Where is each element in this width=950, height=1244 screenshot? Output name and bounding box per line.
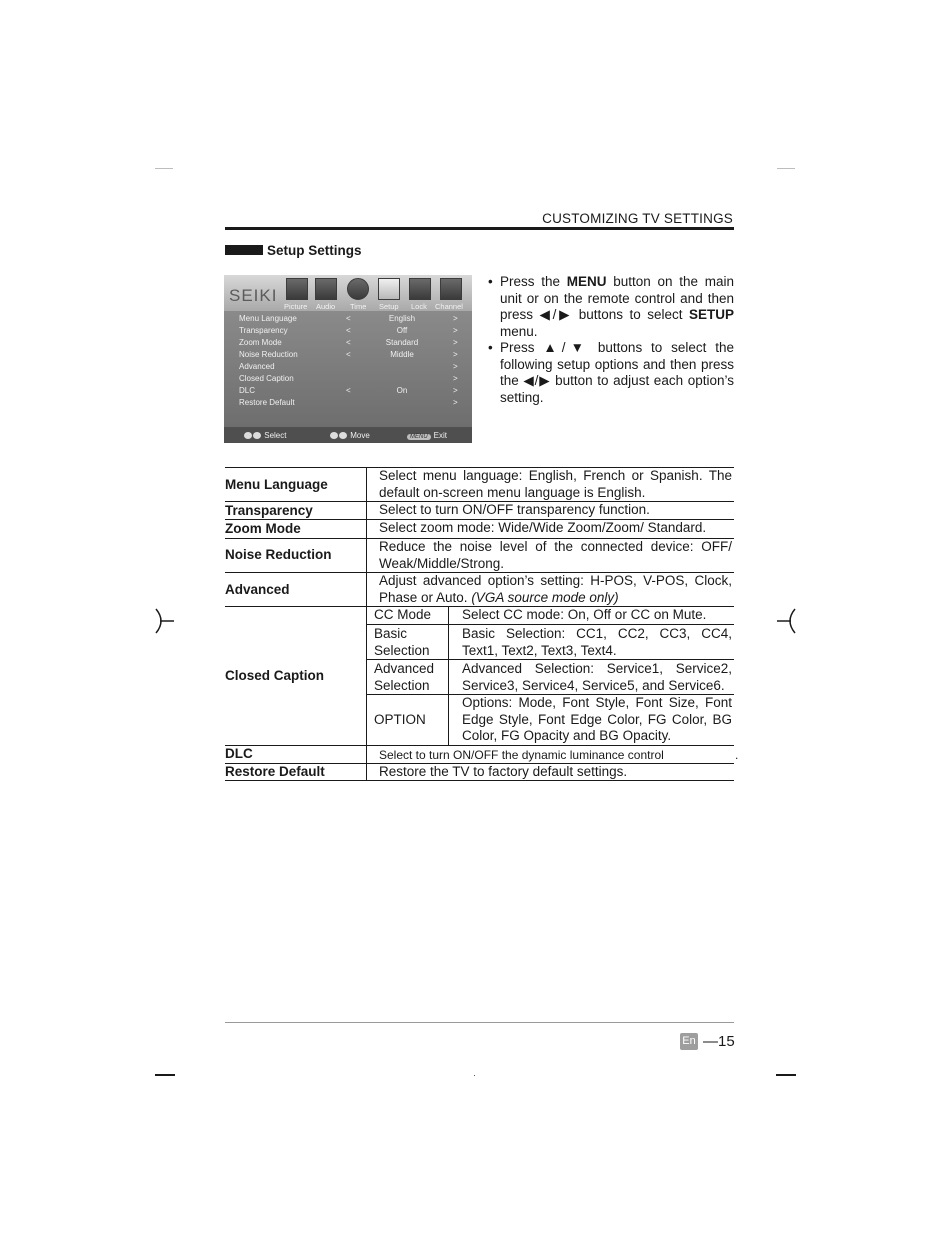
advanced-desc-text: Adjust advanced option’s setting: H-POS, V-POS, Clock, Phase or Auto. [379,573,732,605]
menu-key-icon: MENU [407,434,431,440]
tv-menu-row [224,361,472,373]
right-arrow-icon: > [453,314,458,323]
tv-menu-row [224,373,472,385]
tv-footer-move [330,431,370,440]
tv-row-value: Middle [390,350,414,359]
instruction-bullets [486,274,734,406]
bullet-text: Press the [500,274,567,289]
row-label-transparency: Transparency [225,503,313,518]
left-right-arrows-icon: ◀/▶ [523,373,551,388]
row-desc-transparency: Select to turn ON/OFF transparency function. [379,502,650,517]
crop-mark-bottom-left [155,1074,175,1076]
channel-icon [440,278,462,300]
tv-row-label: DLC [239,386,256,395]
table-subcolumn-divider [448,606,449,745]
row-desc-restore-default: Restore the TV to factory default settings. [379,764,628,779]
tv-menu-row [224,349,472,361]
row-desc-zoom-mode: Select zoom mode: Wide/Wide Zoom/Zoom/ Standard. [379,520,707,535]
up-down-button-icon [253,432,261,439]
bullet-dot: • [488,274,493,289]
language-badge: En [680,1033,698,1050]
tv-row-label: Closed Caption [239,374,294,383]
right-arrow-icon: > [453,398,458,407]
menu-keyword: MENU [566,274,607,289]
tv-footer-move-label: Move [350,431,370,440]
subdesc-cc-mode: Select CC mode: On, Off or CC on Mute. [462,607,707,622]
left-arrow-icon: < [346,350,351,359]
tv-row-label: Menu Language [239,314,297,323]
sublabel-basic-selection: Basic Selection [374,626,430,658]
tv-row-value: Off [396,326,408,335]
row-label-restore-default: Restore Default [225,764,325,779]
bullet-text: buttons to select the following setup options and then press the [500,340,734,388]
row-label-advanced: Advanced [225,582,290,597]
tv-menu-row [224,325,472,337]
sublabel-cc-mode: CC Mode [374,607,432,622]
audio-icon [315,278,337,300]
tv-row-label: Transparency [239,326,288,335]
table-column-divider [366,467,367,781]
registration-mark-right [775,607,799,635]
left-arrow-icon: < [346,314,351,323]
left-arrow-icon: < [346,338,351,347]
tab-audio: Audio [316,302,336,311]
header-rule [225,227,734,230]
footer-rule [225,1022,734,1023]
bullet-dot: • [488,340,493,355]
lock-icon [409,278,431,300]
tv-row-label: Advanced [239,362,275,371]
left-right-button-icon [339,432,347,439]
up-down-arrows-icon: ▲/▼ [543,340,590,355]
tv-menu-footer [224,427,472,443]
subdesc-basic-selection: Basic Selection: CC1, CC2, CC3, CC4, Text1, Text2, Text3, Text4. [462,626,732,658]
setup-keyword: SETUP [689,307,735,322]
bullet-text: menu. [500,323,538,339]
left-right-button-icon [330,432,338,439]
table-rule [366,659,734,660]
row-desc-menu-language: Select menu language: English, French or Spanish. The default on-screen menu language is English. [379,468,732,500]
tv-row-value: English [388,314,416,323]
crop-mark-bottom-right [776,1074,796,1076]
section-title: Setup Settings [267,243,362,258]
right-arrow-icon: > [453,326,458,335]
subdesc-option: Options: Mode, Font Style, Font Size, Font Edge Style, Font Edge Color, FG Color, BG Color, FG Opacity and BG Opacity. [462,695,732,743]
instruction-bullet-1 [486,274,734,340]
crop-mark-top-left [155,168,173,169]
table-rule [366,624,734,625]
section-bar [225,245,263,255]
row-label-dlc: DLC [225,746,253,761]
row-desc-dlc: Select to turn ON/OFF the dynamic luminance control [379,748,664,762]
row-desc-noise-reduction: Reduce the noise level of the connected device: OFF/ Weak/Middle/Strong. [379,539,732,571]
row-label-closed-caption: Closed Caption [225,668,325,683]
tv-row-value: On [396,386,408,395]
advanced-vga-note: (VGA source mode only) [471,589,619,605]
bullet-text: button to adjust each option’s setting. [500,373,734,405]
tv-menu-row [224,397,472,409]
seiki-logo: SEIKI [229,286,278,305]
bullet-text: buttons to select [572,307,689,322]
page-number: —15 [703,1033,735,1050]
setup-icon [378,278,400,300]
tv-row-label: Restore Default [239,398,295,407]
up-down-button-icon [244,432,252,439]
table-rule [225,745,734,746]
row-desc-advanced [379,573,732,606]
tv-footer-select [244,431,286,440]
instruction-bullet-2 [486,340,734,406]
header-title: CUSTOMIZING TV SETTINGS [542,211,733,226]
right-arrow-icon: > [453,350,458,359]
right-arrow-icon: > [453,374,458,383]
tab-setup: Setup [379,302,399,311]
tv-setup-menu-screenshot [224,275,472,443]
tv-row-value: Standard [385,338,419,347]
crop-mark-top-right [777,168,795,169]
right-arrow-icon: > [453,338,458,347]
bullet-text: Press [500,340,544,355]
tv-footer-exit [407,431,447,440]
tv-row-label: Noise Reduction [239,350,298,359]
picture-icon [286,278,308,300]
left-right-arrows-icon: ◀/▶ [539,307,573,322]
time-icon [347,278,369,300]
tab-picture: Picture [284,302,308,311]
tv-menu-topbar [224,275,472,311]
row-desc-dlc-trail: . [735,748,739,762]
tab-channel: Channel [435,302,463,311]
registration-mark-left [152,607,176,635]
tv-menu-row [224,337,472,349]
tab-time: Time [350,302,367,311]
row-label-menu-language: Menu Language [225,477,328,492]
bullet-text: button on the main unit or on the remote control and then press [500,274,734,322]
row-label-zoom-mode: Zoom Mode [225,521,301,536]
center-dot [474,1075,475,1076]
tv-footer-exit-label: Exit [433,431,448,440]
tv-menu-row [224,313,472,325]
right-arrow-icon: > [453,386,458,395]
subdesc-advanced-selection: Advanced Selection: Service1, Service2, Service3, Service4, Service5, and Service6. [462,661,732,693]
tv-row-label: Zoom Mode [239,338,282,347]
left-arrow-icon: < [346,326,351,335]
tv-footer-select-label: Select [264,431,287,440]
sublabel-option: OPTION [374,712,426,727]
tab-lock: Lock [411,302,427,311]
tv-menu-row [224,385,472,397]
sublabel-advanced-selection: Advanced Selection [374,661,435,693]
right-arrow-icon: > [453,362,458,371]
left-arrow-icon: < [346,386,351,395]
row-label-noise-reduction: Noise Reduction [225,547,332,562]
tv-menu-body [224,311,472,427]
